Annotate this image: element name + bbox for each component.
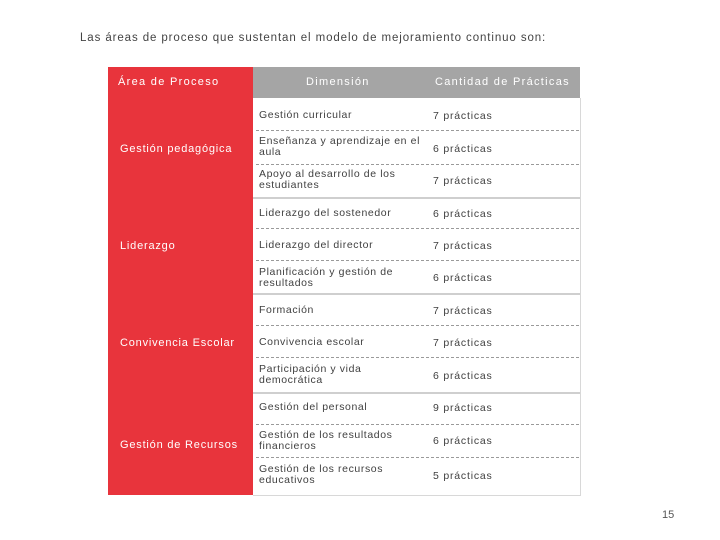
group-separator	[253, 293, 580, 295]
row-separator	[256, 457, 579, 458]
dimension-cell: Apoyo al desarrollo de los estudiantes	[259, 168, 396, 191]
intro-text: Las áreas de proceso que sustentan el modelo de mejoramiento continuo son:	[80, 32, 547, 44]
area-column-background	[108, 67, 253, 495]
process-areas-table	[108, 67, 580, 495]
row-separator	[256, 357, 579, 358]
count-cell: 7 prácticas	[433, 337, 493, 349]
dimension-cell: Liderazgo del sostenedor	[259, 207, 392, 219]
area-label-liderazgo: Liderazgo	[120, 240, 176, 252]
header-area: Área de Proceso	[118, 76, 220, 88]
row-separator	[256, 228, 579, 229]
dimension-cell: Convivencia escolar	[259, 336, 365, 348]
area-label-recursos: Gestión de Recursos	[120, 439, 238, 451]
count-cell: 6 prácticas	[433, 272, 493, 284]
dimension-cell: Gestión curricular	[259, 109, 353, 121]
count-cell: 6 prácticas	[433, 208, 493, 220]
dimension-cell: Formación	[259, 304, 314, 316]
header-dimension: Dimensión	[306, 76, 370, 88]
page-number: 15	[662, 509, 675, 521]
dimension-cell: Gestión del personal	[259, 401, 368, 413]
count-cell: 5 prácticas	[433, 470, 493, 482]
count-cell: 7 prácticas	[433, 110, 493, 122]
dimension-cell: Planificación y gestión de resultados	[259, 266, 394, 289]
row-separator	[256, 325, 579, 326]
header-count: Cantidad de Prácticas	[435, 76, 570, 88]
dimension-cell: Participación y vida democrática	[259, 363, 362, 386]
row-separator	[256, 130, 579, 131]
count-cell: 6 prácticas	[433, 435, 493, 447]
dimension-cell: Gestión de los recursos educativos	[259, 463, 384, 486]
count-cell: 7 prácticas	[433, 240, 493, 252]
area-label-pedagogica: Gestión pedagógica	[120, 143, 233, 155]
dimension-cell: Liderazgo del director	[259, 239, 374, 251]
group-separator	[253, 197, 580, 199]
area-label-convivencia: Convivencia Escolar	[120, 337, 235, 349]
row-separator	[256, 424, 579, 425]
count-cell: 6 prácticas	[433, 370, 493, 382]
dimension-cell: Gestión de los resultados financieros	[259, 429, 393, 452]
count-cell: 9 prácticas	[433, 402, 493, 414]
count-cell: 6 prácticas	[433, 143, 493, 155]
count-cell: 7 prácticas	[433, 175, 493, 187]
group-separator	[253, 392, 580, 394]
row-separator	[256, 164, 579, 165]
row-separator	[256, 260, 579, 261]
dimension-cell: Enseñanza y aprendizaje en el aula	[259, 135, 421, 158]
count-cell: 7 prácticas	[433, 305, 493, 317]
